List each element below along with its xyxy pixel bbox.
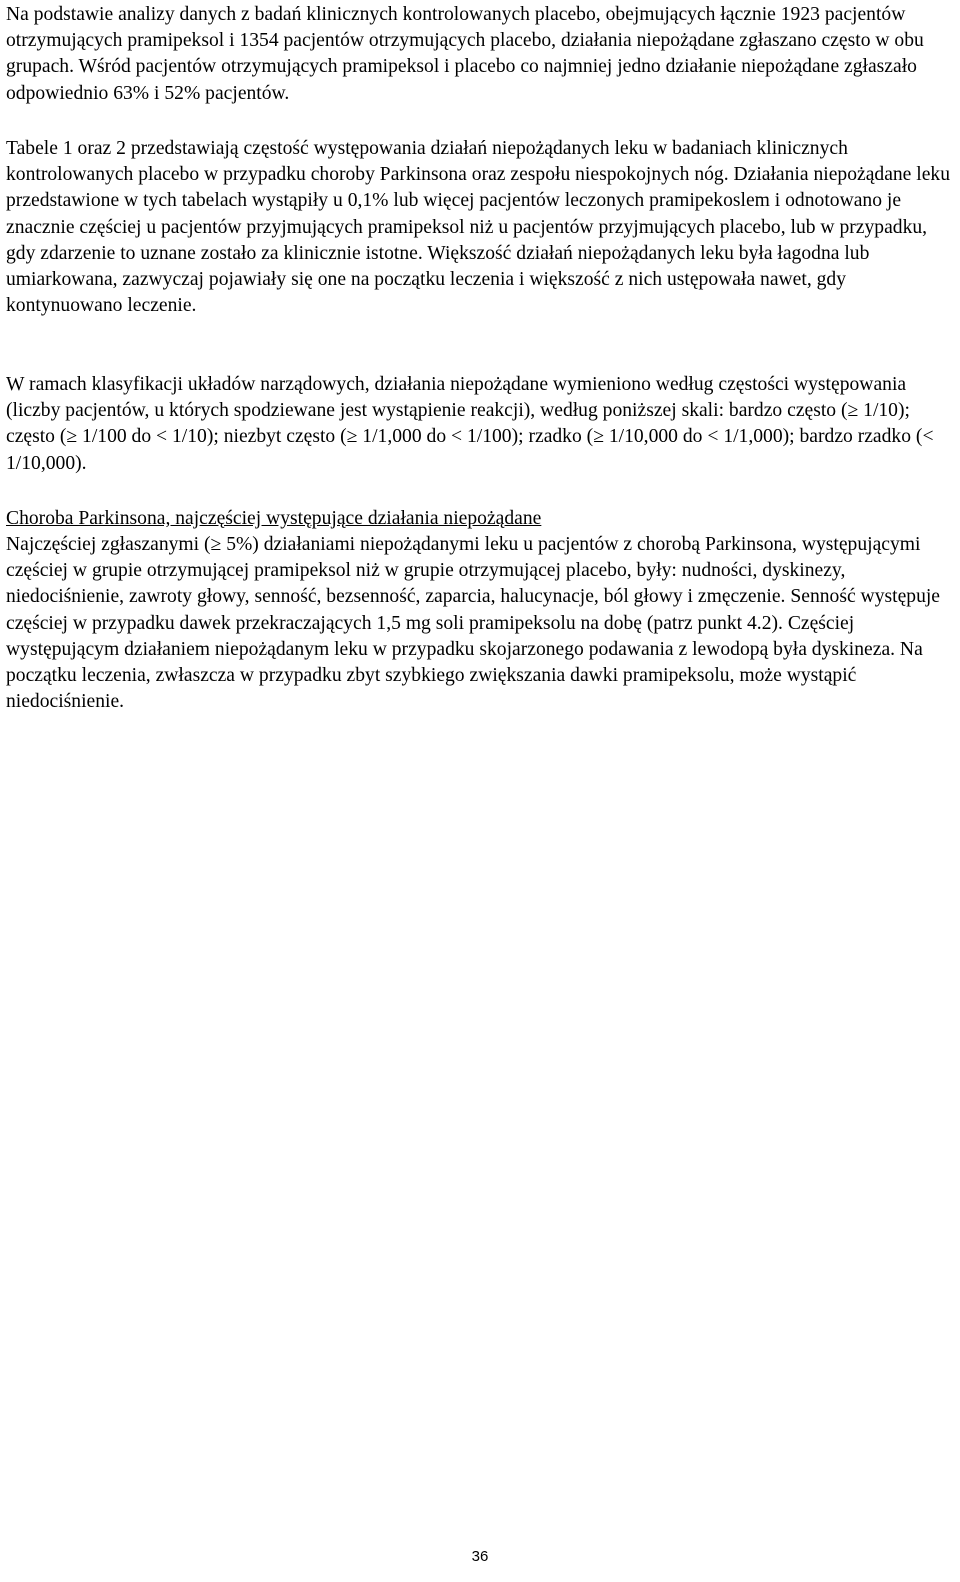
paragraph-parkinson-adverse-events: Najczęściej zgłaszanymi (≥ 5%) działaniami niepożądanymi leku u pacjentów z chorobą Parkinsona, występującymi częściej w grupie otrzymującej pramipeksol niż w grupie otrzymującej placebo, były: nudności, dyskinezy, niedociśnienie, zawroty głowy, senność, bezsenność, zaparcia, halucynacje, ból głowy i zmęczenie. Senność występuje częściej w przypadku dawek przekraczających 1,5 mg soli pramipeksolu na dobę (patrz punkt 4.2). Częściej występującym działaniem niepożądanym leku w przypadku skojarzonego podawania z lewodopą była dyskineza. Na początku leczenia, zwłaszcza w przypadku zbyt szybkiego zwiększania dawki pramipeksolu, może wystąpić niedociśnienie. [6, 534, 941, 713]
page-number: 36 [471, 1548, 489, 1565]
section-heading-parkinson: Choroba Parkinsona, najczęściej występujące działania niepożądane [6, 508, 542, 529]
paragraph-frequency-classification: W ramach klasyfikacji układów narządowych, działania niepożądane wymieniono według częstości występowania (liczby pacjentów, u których spodziewane jest wystąpienie reakcji), według poniższej skali: bardzo często (≥ 1/10); często (≥ 1/100 do < 1/10); niezbyt często (≥ 1/1,000 do < 1/100); rzadko (≥ 1/10,000 do < 1/1,000); bardzo rzadko (< 1/10,000). [6, 374, 934, 474]
paragraph-tables-description: Tabele 1 oraz 2 przedstawiają częstość występowania działań niepożądanych leku w badaniach klinicznych kontrolowanych placebo w przypadku choroby Parkinsona oraz zespołu niespokojnych nóg. Działania niepożądane leku przedstawione w tych tabelach wystąpiły u 0,1% lub więcej pacjentów leczonych pramipekoslem i odnotowano je znacznie częściej u pacjentów przyjmujących pramipeksol niż u pacjentów przyjmujących placebo, lub w przypadku, gdy zdarzenie to uznane zostało za klinicznie istotne. Większość działań niepożądanych leku była łagodna lub umiarkowana, zazwyczaj pojawiały się one na początku leczenia i większość z nich ustępowała nawet, gdy kontynuowano leczenie. [6, 138, 951, 317]
paragraph-adverse-events-overview: Na podstawie analizy danych z badań klinicznych kontrolowanych placebo, obejmujących łącznie 1923 pacjentów otrzymujących pramipeksol i 1354 pacjentów otrzymujących placebo, działania niepożądane zgłaszano często w obu grupach. Wśród pacjentów otrzymujących pramipeksol i placebo co najmniej jedno działanie niepożądane zgłaszało odpowiednio 63% i 52% pacjentów. [6, 4, 924, 104]
